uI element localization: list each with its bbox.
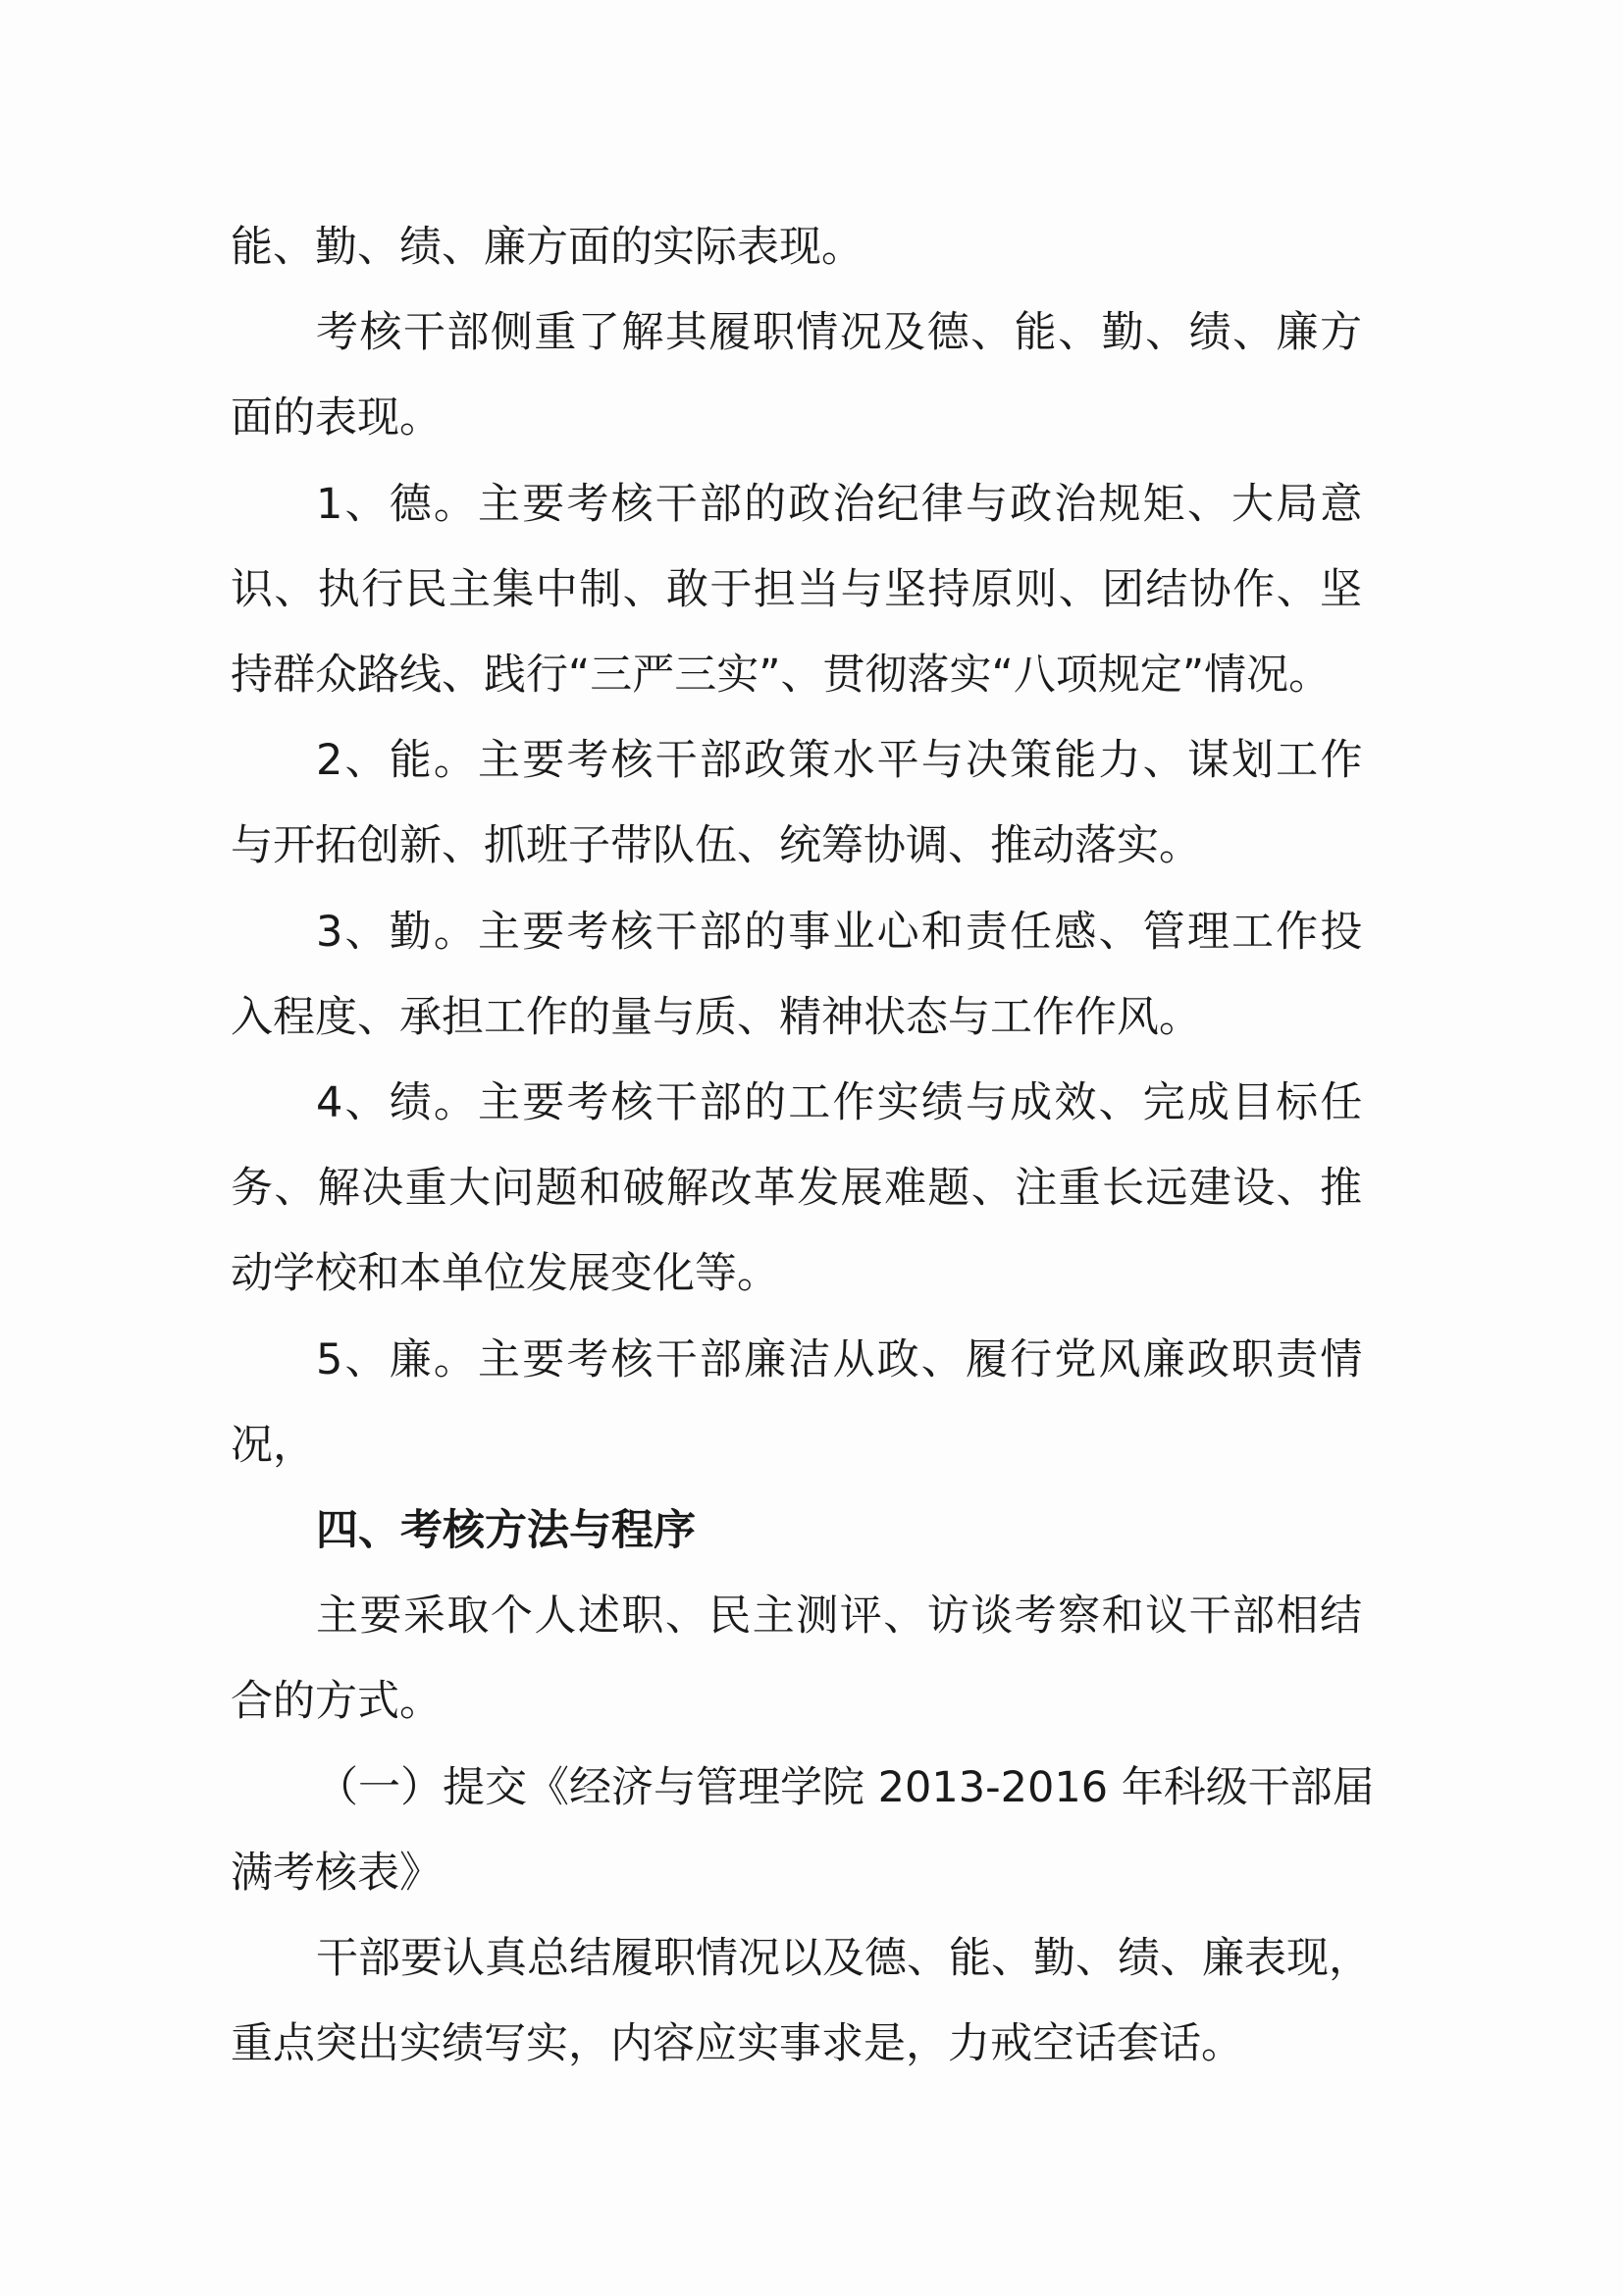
text-line: 满考核表》 <box>231 1848 442 1898</box>
text-line: 1、德。主要考核干部的政治纪律与政治规矩、大局意 <box>316 479 1365 529</box>
section-heading: 四、考核方法与程序 <box>316 1506 696 1555</box>
text-line: 2、能。主要考核干部政策水平与决策能力、谋划工作 <box>316 736 1365 786</box>
text-line: 能、勤、绩、廉方面的实际表现。 <box>231 223 864 272</box>
text-line: 动学校和本单位发展变化等。 <box>231 1249 779 1299</box>
text-line: 主要采取个人述职、民主测评、访谈考察和议干部相结 <box>316 1592 1364 1642</box>
text-line: 合的方式。 <box>231 1677 442 1727</box>
text-line: 持群众路线、践行“三严三实”、贯彻落实“八项规定”情况。 <box>231 651 1332 700</box>
text-line: 入程度、承担工作的量与质、精神状态与工作作风。 <box>231 992 1201 1042</box>
text-line: （一）提交《经济与管理学院 2013-2016 年科级干部届 <box>316 1762 1375 1812</box>
text-line: 与开拓创新、抓班子带队伍、统筹协调、推动落实。 <box>231 821 1201 871</box>
text-line: 识、执行民主集中制、敢于担当与坚持原则、团结协作、坚 <box>231 564 1364 614</box>
text-line: 干部要认真总结履职情况以及德、能、勤、绩、廉表现， <box>316 1934 1371 1983</box>
text-line: 3、勤。主要考核干部的事业心和责任感、管理工作投 <box>316 907 1365 957</box>
text-line: 面的表现。 <box>231 393 442 444</box>
text-line: 况， <box>231 1420 315 1470</box>
text-line: 考核干部侧重了解其履职情况及德、能、勤、绩、廉方 <box>316 308 1364 358</box>
text-line: 4、绩。主要考核干部的工作实绩与成效、完成目标任 <box>316 1078 1365 1127</box>
text-line: 5、廉。主要考核干部廉洁从政、履行党风廉政职责情 <box>316 1334 1365 1384</box>
text-line: 务、解决重大问题和破解改革发展难题、注重长远建设、推 <box>231 1164 1364 1214</box>
text-line: 重点突出实绩写实，内容应实事求是，力戒空话套话。 <box>231 2019 1243 2069</box>
